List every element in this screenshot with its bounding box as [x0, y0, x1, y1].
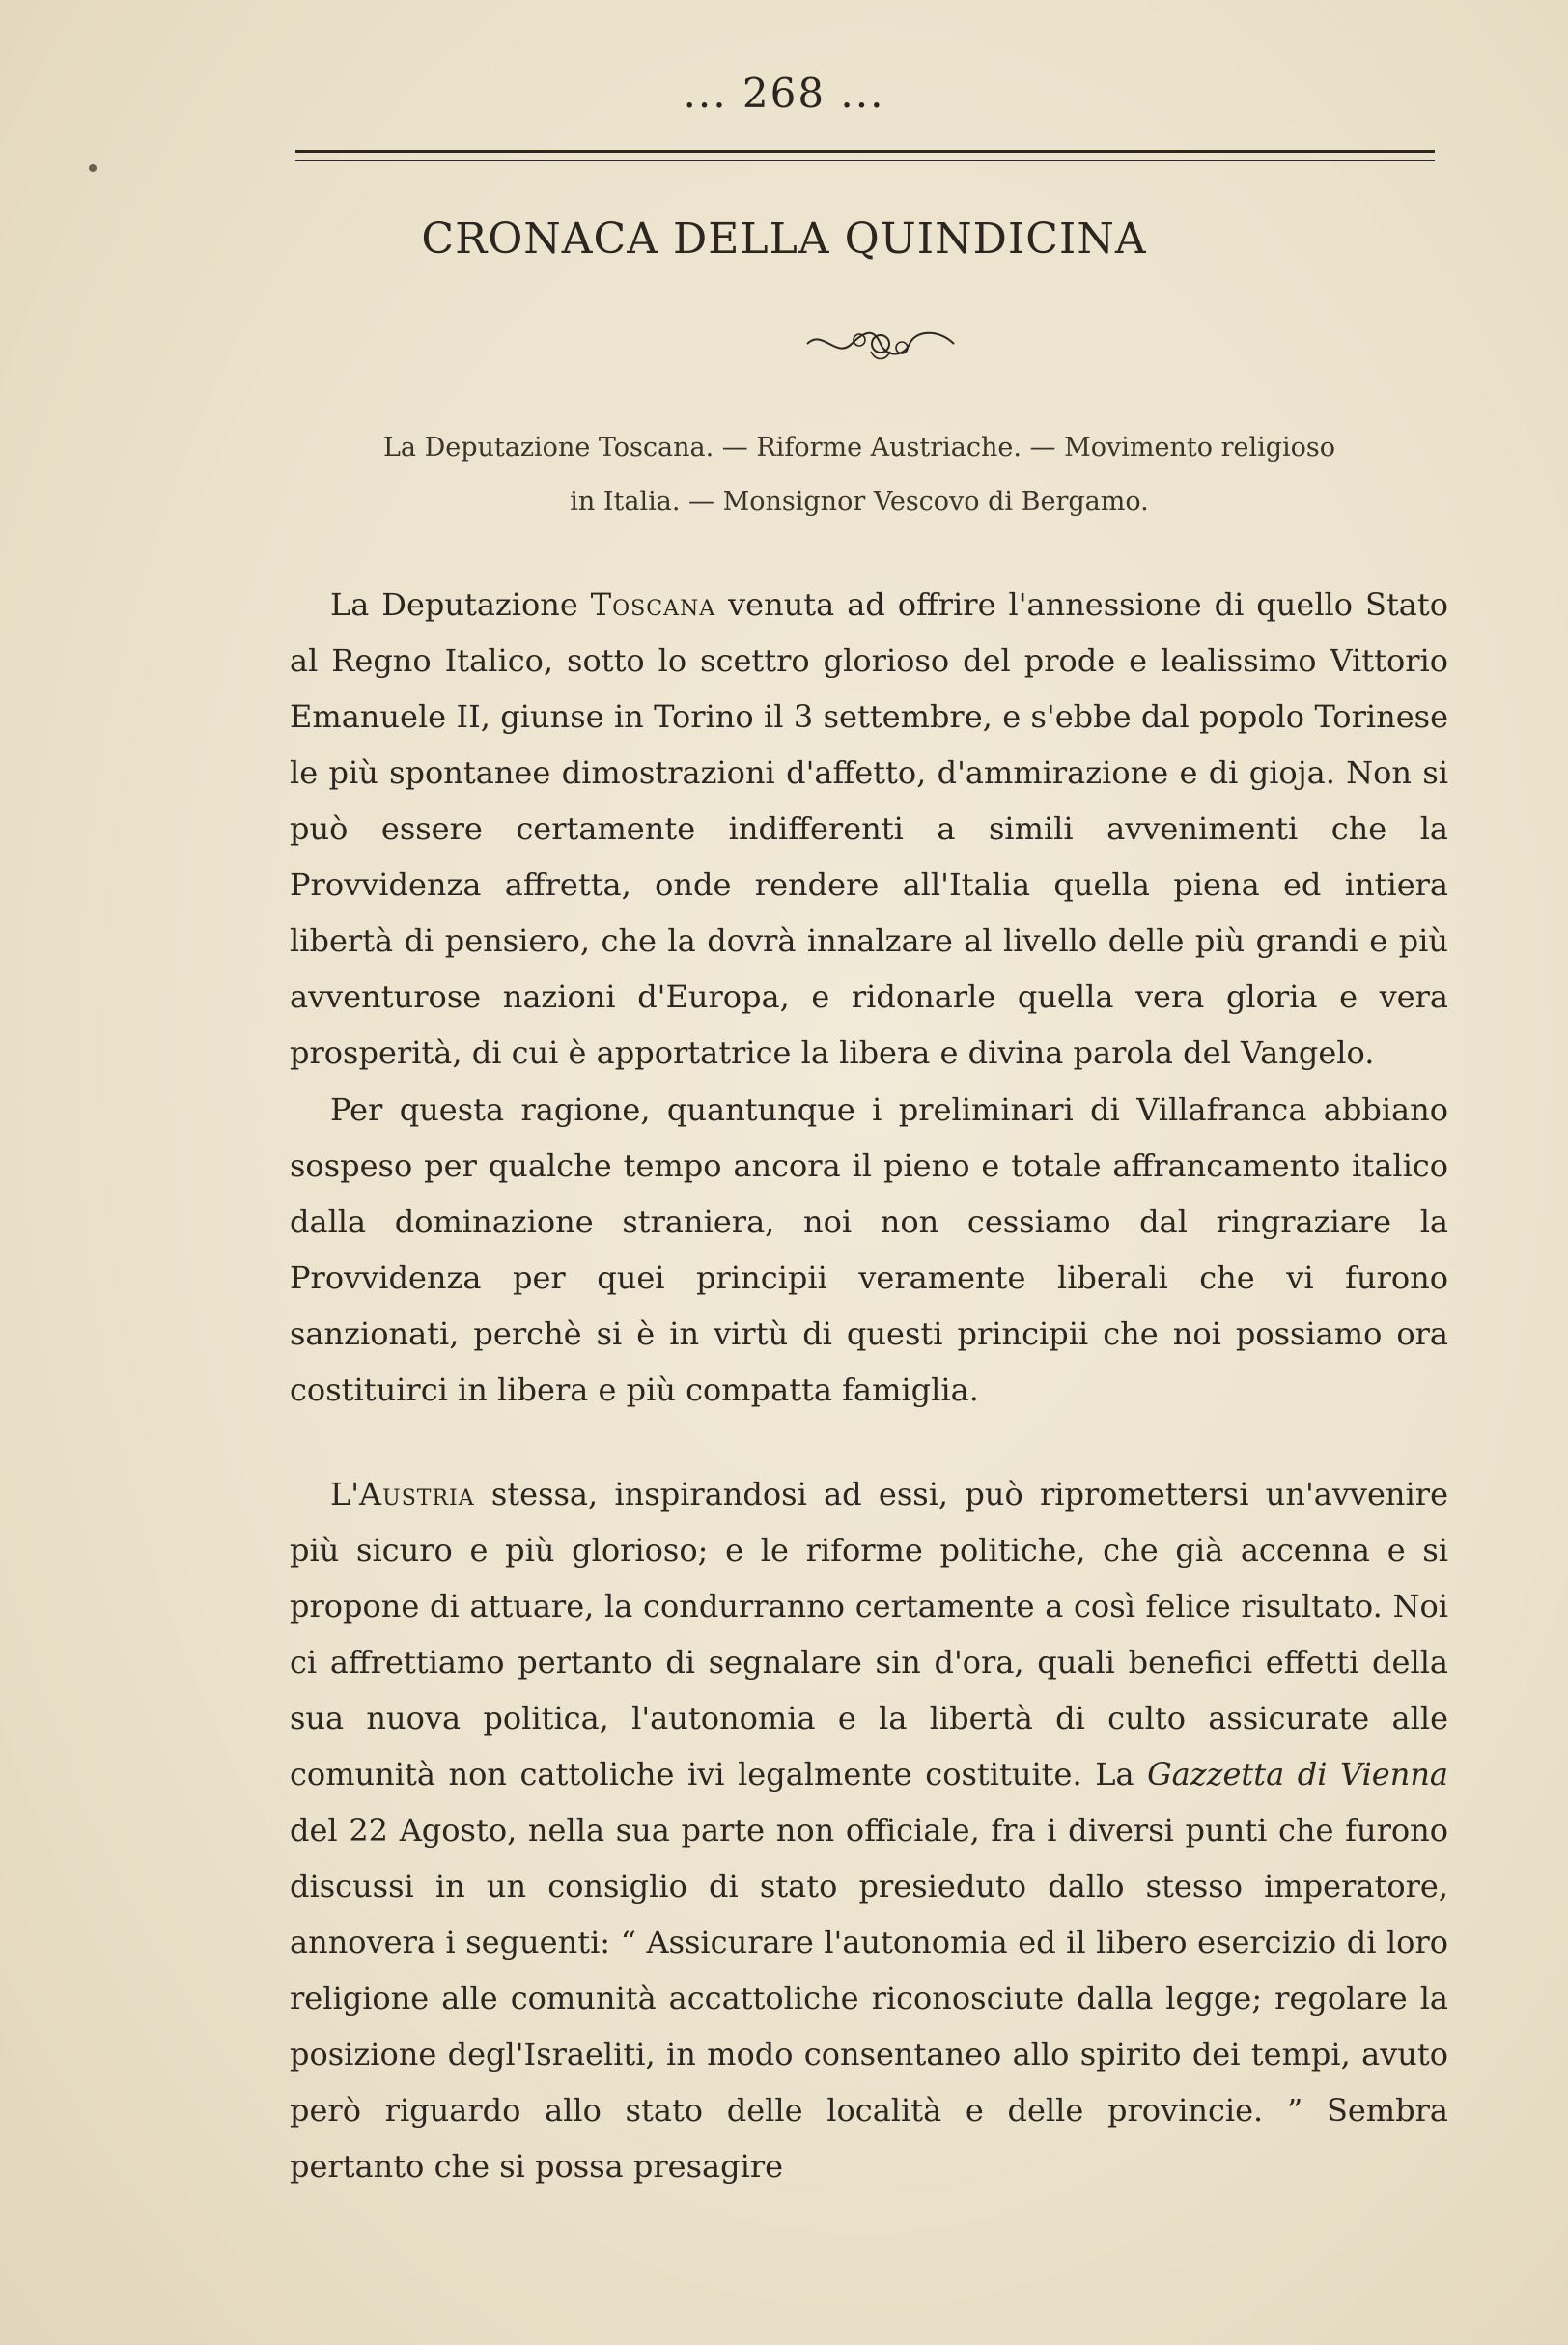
paragraph-austria	[290, 1466, 1448, 2194]
small-caps-austria: Austria	[359, 1476, 475, 1512]
page-number: ... 268 ...	[683, 70, 885, 117]
header-rule-thin	[295, 160, 1435, 161]
gazzetta-title: Gazzetta di Vienna	[1147, 1756, 1449, 1793]
chapter-summary	[290, 421, 1429, 529]
paragraph-text: Per questa ragione, quantunque i preliminari di Villafranca abbiano sospeso per qualche tempo ancora il pieno e totale affrancamento italico dalla dominazione straniera, noi non cessiamo dal ringraziare la Provvidenza per quei principii veramente liberali che vi furono sanzionati, perchè si è in virtù di questi principii che noi possiamo ora costituirci in libera e più compatta famiglia.	[290, 1091, 1448, 1408]
paragraph-rest: venuta ad offrire l'annessione di quello Stato al Regno Italico, sotto lo scettro glorioso del prode e lealissimo Vittorio Emanuele II, giunse in Torino il 3 settembre, e s'ebbe dal popolo Torinese le più spontanee dimostrazioni d'affetto, d'ammirazione e di gioja. Non si può essere certamente indifferenti a simili avvenimenti che la Provvidenza affretta, onde rendere all'Italia quella piena ed intiera libertà di pensiero, che la dovrà innalzare al livello delle più grandi e più avventurose nazioni d'Europa, e ridonarle quella vera gloria e vera prosperità, di cui è apportatrice la libera e divina parola del Vangelo.	[290, 586, 1449, 1071]
paragraph-part-1: stessa, inspirandosi ad essi, può ripromettersi un'avvenire più sicuro e più glorioso; e le riforme politiche, che già accenna e si propone di attuare, la condurranno certamente a così felice risultato. Noi ci affrettiamo pertanto di segnalare sin d'ora, quali benefici effetti della sua nuova politica, l'autonomia e la libertà di culto assicurate alle comunità non cattoliche ivi legalmente costituite. La	[290, 1476, 1448, 1793]
paragraph-lead: L'	[330, 1476, 360, 1512]
paragraph-deputazione	[290, 577, 1448, 1081]
summary-line-1: La Deputazione Toscana. — Riforme Austriache. — Movimento religioso	[382, 433, 1336, 463]
paragraph-text	[290, 577, 1448, 1081]
paragraph-text	[290, 1466, 1448, 2194]
paragraph-lead: La Deputazione	[330, 586, 591, 623]
summary-line-2: in Italia. — Monsignor Vescovo di Bergamo.	[570, 487, 1149, 517]
paragraph-villafranca	[290, 1082, 1448, 1418]
ink-spot	[89, 164, 97, 172]
floral-ornament-icon	[803, 323, 958, 365]
header-rule-thick	[295, 150, 1435, 153]
section-title: CRONACA DELLA QUINDICINA	[421, 214, 1147, 264]
small-caps-toscana: Toscana	[590, 586, 716, 623]
paragraph-part-2: del 22 Agosto, nella sua parte non officiale, fra i diversi punti che furono discussi in un consiglio di stato presieduto dallo stesso imperatore, annovera i seguenti: “ Assicurare l'autonomia ed il libero esercizio di loro religione alle comunità accattoliche riconosciute dalla legge; regolare la posizione degl'Israeliti, in modo consentaneo allo spirito dei tempi, avuto però riguardo allo stato delle località e delle provincie. ” Sembra pertanto che si possa presagire	[290, 1812, 1448, 2185]
